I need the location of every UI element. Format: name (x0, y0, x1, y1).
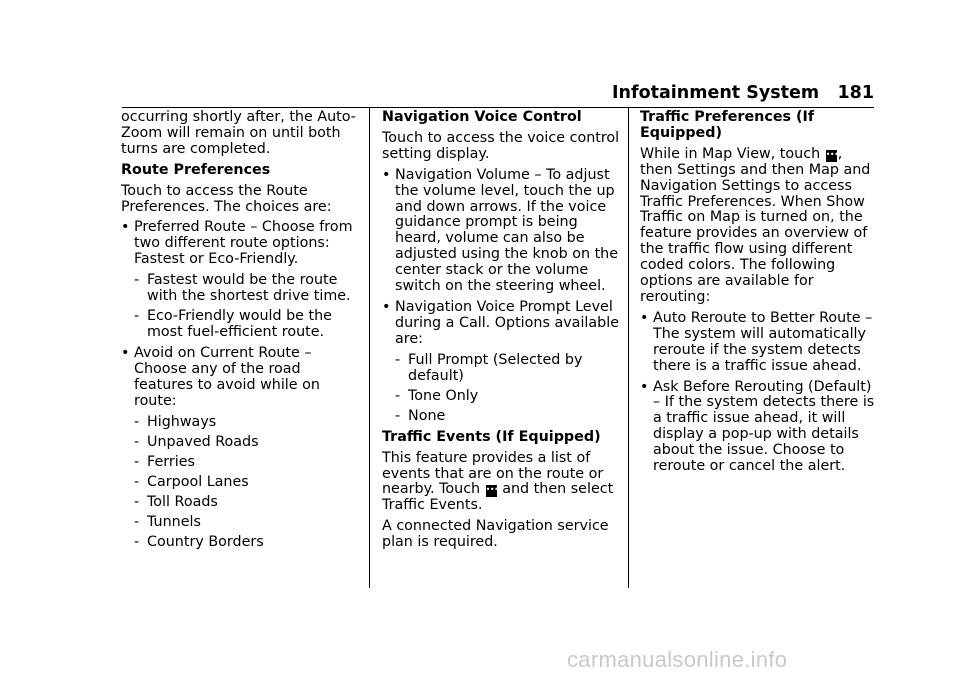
heading-navigation-voice-control: Navigation Voice Control (382, 109, 582, 125)
prompt-level-options (395, 353, 620, 425)
option-fastest: - Fastest would be the route with the shortest drive time. (134, 273, 359, 305)
route-preferences-list (121, 220, 359, 551)
paragraph-traffic-preferences (640, 147, 876, 306)
watermark: carmanualsonline.info (567, 647, 788, 672)
bullet-avoid-on-route-text: Avoid on Current Route – Choose any of the road features to avoid while on route: (134, 344, 320, 409)
paragraph-route-preferences: Touch to access the Route Preferences. The choices are: (121, 182, 332, 215)
column-1 (121, 110, 359, 556)
heading-route-preferences: Route Preferences (121, 161, 271, 178)
heading-traffic-events: Traffic Events (If Equipped) (382, 428, 601, 445)
rerouting-options-list (640, 311, 876, 475)
heading-traffic-preferences: Traffic Preferences (If Equipped) (640, 109, 815, 141)
option-full-prompt: - Full Prompt (Selected by default) (395, 353, 620, 385)
column-divider-2 (628, 108, 629, 588)
paragraph-voice-control: Touch to access the voice control setting display. (382, 129, 620, 162)
bullet-ask-before-rerouting: • Ask Before Rerouting (Default) – If the system detects there is a traffic issue ahead, it will display a pop-up with details about the issue. Choose to reroute or cancel the alert. (640, 380, 876, 475)
traffic-preferences-text-b: , then Settings and then Map and Navigation Settings to access Traffic Preferences. When Show Traffic on Map is turned on, the feature provides an overview of the traffic flow using different coded colors. The following options are available for rerouting: (640, 145, 871, 305)
avoid-item: - Carpool Lanes (134, 475, 359, 491)
avoid-item: - Country Borders (134, 535, 359, 551)
option-eco-friendly: - Eco-Friendly would be the most fuel-efficient route. (134, 309, 359, 341)
paragraph-auto-zoom: occurring shortly after, the Auto-Zoom will remain on until both turns are completed. (121, 109, 356, 157)
paragraph-traffic-events (382, 451, 620, 515)
section-title: Infotainment System (612, 83, 820, 103)
traffic-preferences-text-a: While in Map View, touch (640, 145, 821, 162)
avoid-features-list (134, 415, 359, 551)
bullet-voice-prompt-level-text: Navigation Voice Prompt Level during a Call. Options available are: (395, 298, 619, 347)
bullet-auto-reroute: • Auto Reroute to Better Route – The system will automatically reroute if the system detects there is a traffic issue ahead. (640, 311, 876, 375)
avoid-item: - Toll Roads (134, 495, 359, 511)
avoid-item: - Tunnels (134, 515, 359, 531)
traffic-events-text-a: This feature provides a list of events that are on the route or nearby. Touch (382, 449, 604, 498)
avoid-item: - Ferries (134, 455, 359, 471)
avoid-item: - Highways (134, 415, 359, 431)
bullet-voice-prompt-level (382, 300, 620, 425)
bullet-preferred-route (121, 220, 359, 341)
avoid-item: - Unpaved Roads (134, 435, 359, 451)
paragraph-service-plan: A connected Navigation service plan is required. (382, 518, 609, 551)
option-none: - None (395, 409, 620, 425)
menu-dots-icon: ••• (826, 150, 837, 162)
column-divider-1 (369, 108, 370, 588)
bullet-navigation-volume: • Navigation Volume – To adjust the volume level, touch the up and down arrows. If the voice guidance prompt is being heard, volume can also be adjusted using the knob on the center stack or the volume switch on the steering wheel. (382, 168, 620, 295)
column-2 (382, 110, 620, 556)
traffic-events-text-b: and then select Traffic Events. (382, 481, 614, 514)
header-rule (122, 107, 874, 108)
bullet-avoid-on-route (121, 346, 359, 551)
option-tone-only: - Tone Only (395, 389, 620, 405)
bullet-preferred-route-text: Preferred Route – Choose from two different route options: Fastest or Eco-Friendly. (134, 219, 353, 268)
page-number: 181 (837, 83, 874, 103)
column-3 (640, 110, 876, 480)
voice-control-list (382, 168, 620, 425)
page-header (612, 80, 874, 106)
menu-dots-icon: ••• (486, 485, 497, 497)
preferred-route-options (134, 273, 359, 341)
